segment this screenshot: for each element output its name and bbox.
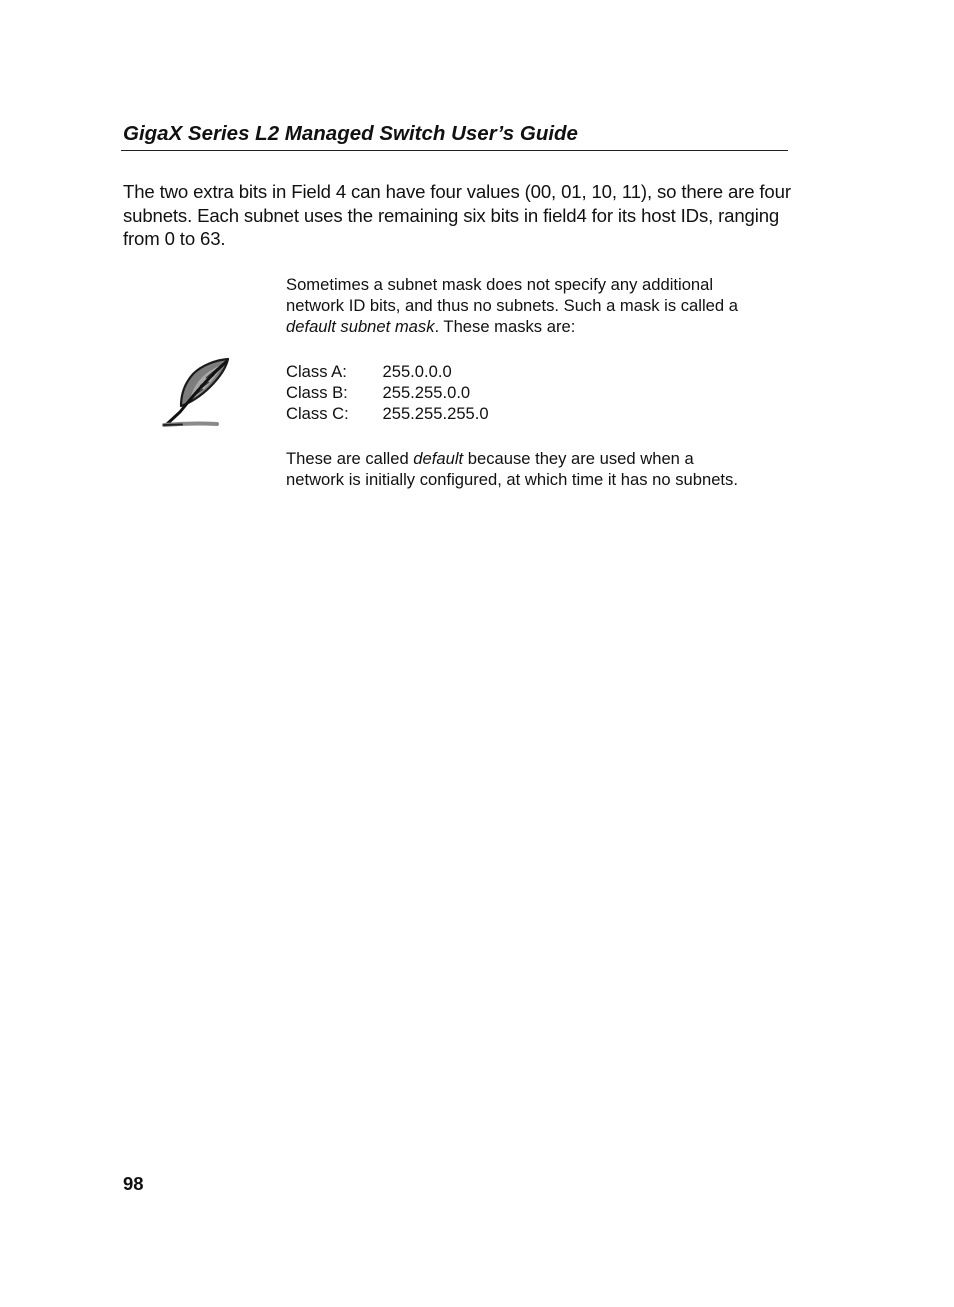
- mask-row-class-c: [286, 403, 756, 424]
- default-mask-list: [286, 361, 756, 424]
- note-intro-text: Sometimes a subnet mask does not specify any additional network ID bits, and thus no subnets. Such a mask is called a: [286, 275, 738, 315]
- note-intro-end: . These masks are:: [434, 317, 576, 336]
- mask-value: 255.0.0.0: [382, 362, 452, 381]
- default-term: default: [413, 449, 464, 468]
- note-block: [286, 274, 756, 490]
- body-paragraph: The two extra bits in Field 4 can have four values (00, 01, 10, 11), so there are four subnets. Each subnet uses the remaining six bits in field4 for its host IDs, ranging from 0 to 63.: [123, 181, 791, 250]
- note-intro: [286, 274, 756, 337]
- running-header: [121, 120, 788, 151]
- page-number: 98: [123, 1173, 144, 1194]
- quill-pen-note-icon: [160, 356, 232, 430]
- note-outro: [286, 448, 756, 490]
- mask-class-label: Class C:: [286, 404, 349, 423]
- mask-value: 255.255.255.0: [382, 404, 489, 423]
- mask-row-class-a: [286, 361, 756, 382]
- guide-title: GigaX Series L2 Managed Switch User’s Guide: [123, 122, 578, 145]
- note-outro-text: These are called: [286, 449, 414, 468]
- note-outro-end: because they are used when a network is initially configured, at which time it has no subnets.: [286, 449, 738, 489]
- mask-class-label: Class A:: [286, 362, 347, 381]
- mask-value: 255.255.0.0: [382, 383, 471, 402]
- mask-row-class-b: [286, 382, 756, 403]
- mask-class-label: Class B:: [286, 383, 348, 402]
- default-subnet-mask-term: default subnet mask: [286, 317, 435, 336]
